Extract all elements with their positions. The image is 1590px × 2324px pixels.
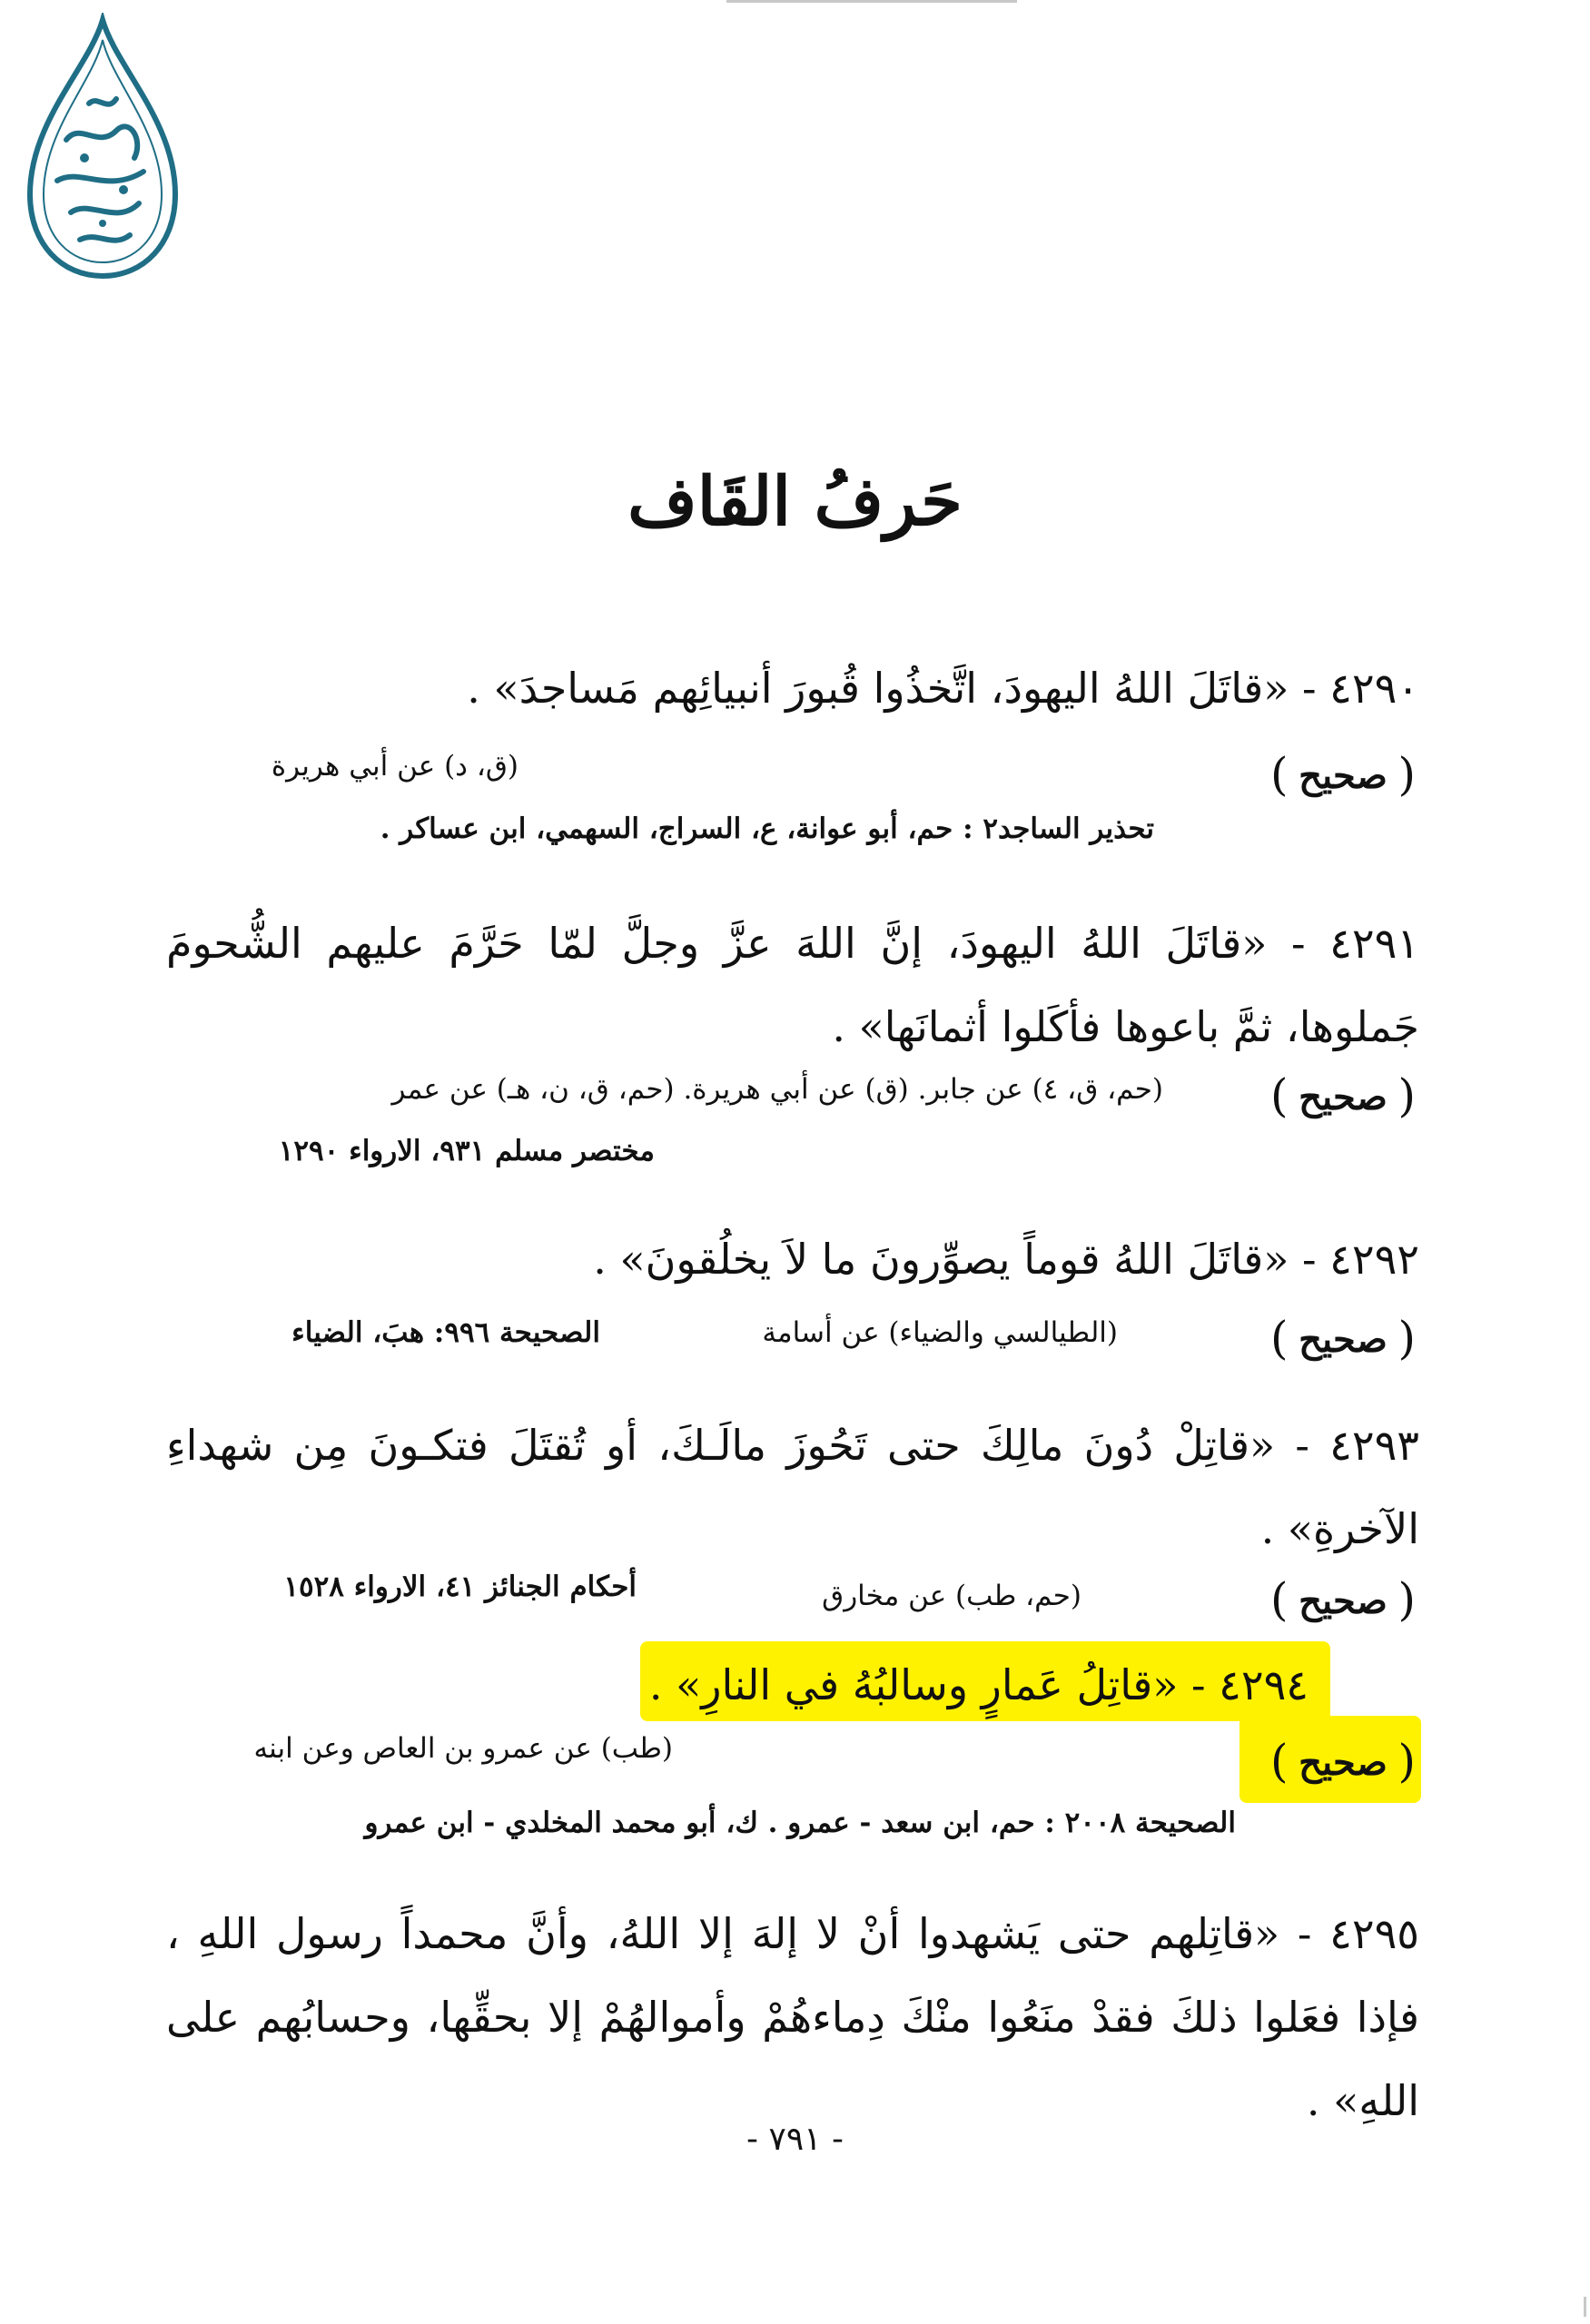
hadith-number: ٤٢٩٢ [1329, 1235, 1419, 1284]
grade-badge: ( صحيح ) [1267, 1314, 1419, 1366]
page-number: - ٧٩١ - [746, 2121, 844, 2158]
hadith-text: «قاتِلْ دُونَ مالِكَ حتى تَحُوزَ مالَـكَ، أو تُقتَلَ فتكـونَ مِن شهداءِ الآخرةِ» . [166, 1421, 1419, 1553]
hadith-number: ٤٢٩٤ [1219, 1660, 1309, 1709]
hadith-4295: ٤٢٩٥ - «قاتِلهم حتى يَشهدوا أنْ لا إلهَ إلا اللهُ، وأنَّ محمداً رسول اللهِ ، فإذا فعَلوا ذلكَ فقدْ منَعُوا منْكَ دِماءهُمْ وأموالهُمْ إلا بحقِّها، وحسابُهم على اللهِ» . [166, 1909, 1419, 2125]
hadith-text: «قاتِلهم حتى يَشهدوا أنْ لا إلهَ إلا اللهُ، وأنَّ محمداً رسول اللهِ ، فإذا فعَلوا ذلكَ فقدْ منَعُوا منْكَ دِماءهُمْ وأموالهُمْ إلا بحقِّها، وحسابُهم على اللهِ» . [166, 1909, 1419, 2125]
hadith-text: «قاتَلَ اللهُ قوماً يصوِّرونَ ما لاَ يخلُقونَ» . [593, 1235, 1289, 1284]
grade-badge: ( صحيح ) [1267, 750, 1419, 803]
hadith-number: ٤٢٩٣ [1329, 1421, 1419, 1470]
grade-badge: ( صحيح ) [1267, 1575, 1419, 1628]
hadith-4290: ٤٢٩٠ - «قاتَلَ اللهُ اليهودَ، اتَّخذُوا قُبورَ أنبيائِهم مَساجدَ» . [467, 664, 1419, 713]
scan-edge [726, 0, 1017, 3]
hadith-text: «قاتَلَ اللهُ اليهودَ، اتَّخذُوا قُبورَ أنبيائِهم مَساجدَ» . [467, 664, 1289, 713]
hadith-source: (الطيالسي والضياء) عن أسامة [762, 1316, 1118, 1349]
hadith-text: «قاتَلَ اللهُ اليهودَ، إنَّ اللهَ عزَّ وجلَّ لمّا حَرَّمَ عليهم الشُّحومَ جَملوها، ثمَّ باعوها فأكَلوا أثمانَها» . [166, 919, 1419, 1051]
hadith-source: (طب) عن عمرو بن العاص وعن ابنه [253, 1732, 673, 1765]
hadith-4291: ٤٢٩١ - «قاتَلَ اللهُ اليهودَ، إنَّ اللهَ عزَّ وجلَّ لمّا حَرَّمَ عليهم الشُّحومَ جَملوها، ثمَّ باعوها فأكَلوا أثمانَها» . [166, 919, 1419, 1051]
grade-badge: ( صحيح ) [1267, 1071, 1419, 1124]
hadith-4292: ٤٢٩٢ - «قاتَلَ اللهُ قوماً يصوِّرونَ ما لاَ يخلُقونَ» . [593, 1235, 1419, 1284]
hadith-references: أحكام الجنائز ٤١، الارواء ١٥٢٨ [283, 1571, 637, 1603]
hadith-source: (حم، طب) عن مخارق [822, 1580, 1081, 1612]
hadith-references: الصحيحة ٢٠٠٨ : حم، ابن سعد - عمرو . ك، أبو محمد المخلدي - ابن عمرو [364, 1807, 1236, 1839]
hadith-references: الصحيحة ٩٩٦: هبَ، الضياء [291, 1316, 600, 1349]
hadith-4294: ٤٢٩٤ - «قاتِلُ عَمارٍ وسالبُهُ في النارِ» . [648, 1660, 1309, 1709]
hadith-source: (حم، ق، ٤) عن جابر. (ق) عن أبي هريرة. (حم، ق، ن، هـ) عن عمر [391, 1073, 1163, 1106]
hadith-references: تحذير الساجد٢ : حم، أبو عوانة، ع، السراج، السهمي، ابن عساكر . [380, 812, 1154, 845]
library-logo [16, 13, 189, 285]
scan-edge [1584, 2297, 1586, 2317]
hadith-number: ٤٢٩١ [1329, 919, 1419, 968]
hadith-references: مختصر مسلم ٩٣١، الارواء ١٢٩٠ [278, 1135, 655, 1167]
page-heading: حَرفُ القَاف [627, 463, 963, 541]
hadith-number: ٤٢٩٠ [1329, 664, 1419, 713]
hadith-source: (ق، د) عن أبي هريرة [271, 750, 518, 783]
hadith-text: «قاتِلُ عَمارٍ وسالبُهُ في النارِ» . [648, 1660, 1179, 1709]
grade-badge: ( صحيح ) [1267, 1737, 1419, 1789]
hadith-4293: ٤٢٩٣ - «قاتِلْ دُونَ مالِكَ حتى تَحُوزَ مالَـكَ، أو تُقتَلَ فتكـونَ مِن شهداءِ الآخرةِ» . [166, 1421, 1419, 1553]
hadith-number: ٤٢٩٥ [1329, 1909, 1419, 1958]
